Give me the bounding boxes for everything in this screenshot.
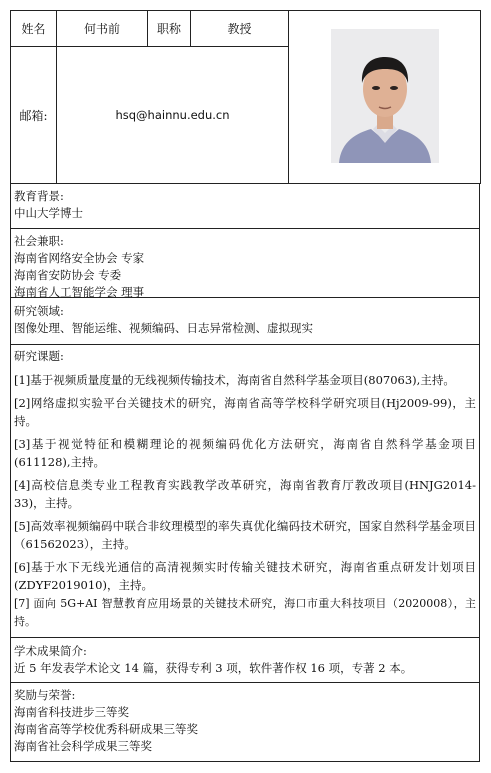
photo-cell xyxy=(289,11,481,184)
achievements-section xyxy=(10,638,480,683)
project-item: [7] 面向 5G+AI 智慧教育应用场景的关键技术研究，海口市重大科技项目（2020008），主持。 xyxy=(14,597,476,628)
social-item: 海南省网络安全协会 专家 xyxy=(14,251,145,265)
profile-photo xyxy=(331,29,439,163)
title-value: 教授 xyxy=(191,11,289,47)
project-item: [5]高效率视频编码中联合非纹理模型的率失真优化编码技术研究，国家自然科学基金项目（61562023），主持。 xyxy=(14,519,476,551)
research-fields-label: 研究领域: xyxy=(14,304,64,318)
project-item: [6]基于水下无线光通信的高清视频实时传输关键技术研究，海南省重点研发计划项目(ZDYF2019010)，主持。 xyxy=(14,560,476,592)
profile-header-table xyxy=(10,10,481,184)
social-item: 海南省安防协会 专委 xyxy=(14,268,122,282)
portrait-image xyxy=(331,29,439,163)
education-label: 教育背景: xyxy=(14,189,64,203)
research-fields-section xyxy=(10,298,480,345)
award-item: 海南省科技进步三等奖 xyxy=(14,705,129,719)
name-label: 姓名 xyxy=(11,11,57,47)
profile-document xyxy=(10,10,480,762)
projects-label: 研究课题: xyxy=(14,349,64,363)
award-item: 海南省社会科学成果三等奖 xyxy=(14,739,152,753)
education-section xyxy=(10,184,480,229)
project-item: [1]基于视频质量度量的无线视频传输技术，海南省自然科学基金项目(807063),主持。 xyxy=(14,373,455,387)
project-item: [4]高校信息类专业工程教育实践教学改革研究，海南省教育厅教改项目(HNJG2014-33)，主持。 xyxy=(14,478,476,510)
social-label: 社会兼职: xyxy=(14,234,64,248)
email-value: hsq@hainnu.edu.cn xyxy=(57,47,289,184)
social-item: 海南省人工智能学会 理事 xyxy=(14,285,145,299)
email-label: 邮箱: xyxy=(11,47,57,184)
achievements-label: 学术成果简介: xyxy=(14,644,87,658)
education-value: 中山大学博士 xyxy=(14,206,83,220)
awards-label: 奖励与荣誉: xyxy=(14,688,76,702)
achievements-value: 近 5 年发表学术论文 14 篇，获得专利 3 项，软件著作权 16 项，专著 2 本。 xyxy=(14,661,413,675)
projects-section xyxy=(10,345,480,638)
project-item: [2]网络虚拟实验平台关键技术的研究，海南省高等学校科学研究项目(Hj2009-99)，主持。 xyxy=(14,396,476,428)
social-section xyxy=(10,229,480,298)
awards-section xyxy=(10,683,480,762)
title-label: 职称 xyxy=(148,11,191,47)
award-item: 海南省高等学校优秀科研成果三等奖 xyxy=(14,722,198,736)
research-fields-value: 图像处理、智能运维、视频编码、日志异常检测、虚拟现实 xyxy=(14,321,313,335)
project-item: [3]基于视觉特征和模糊理论的视频编码优化方法研究，海南省自然科学基金项目(611128),主持。 xyxy=(14,437,476,469)
name-value: 何书前 xyxy=(57,11,148,47)
